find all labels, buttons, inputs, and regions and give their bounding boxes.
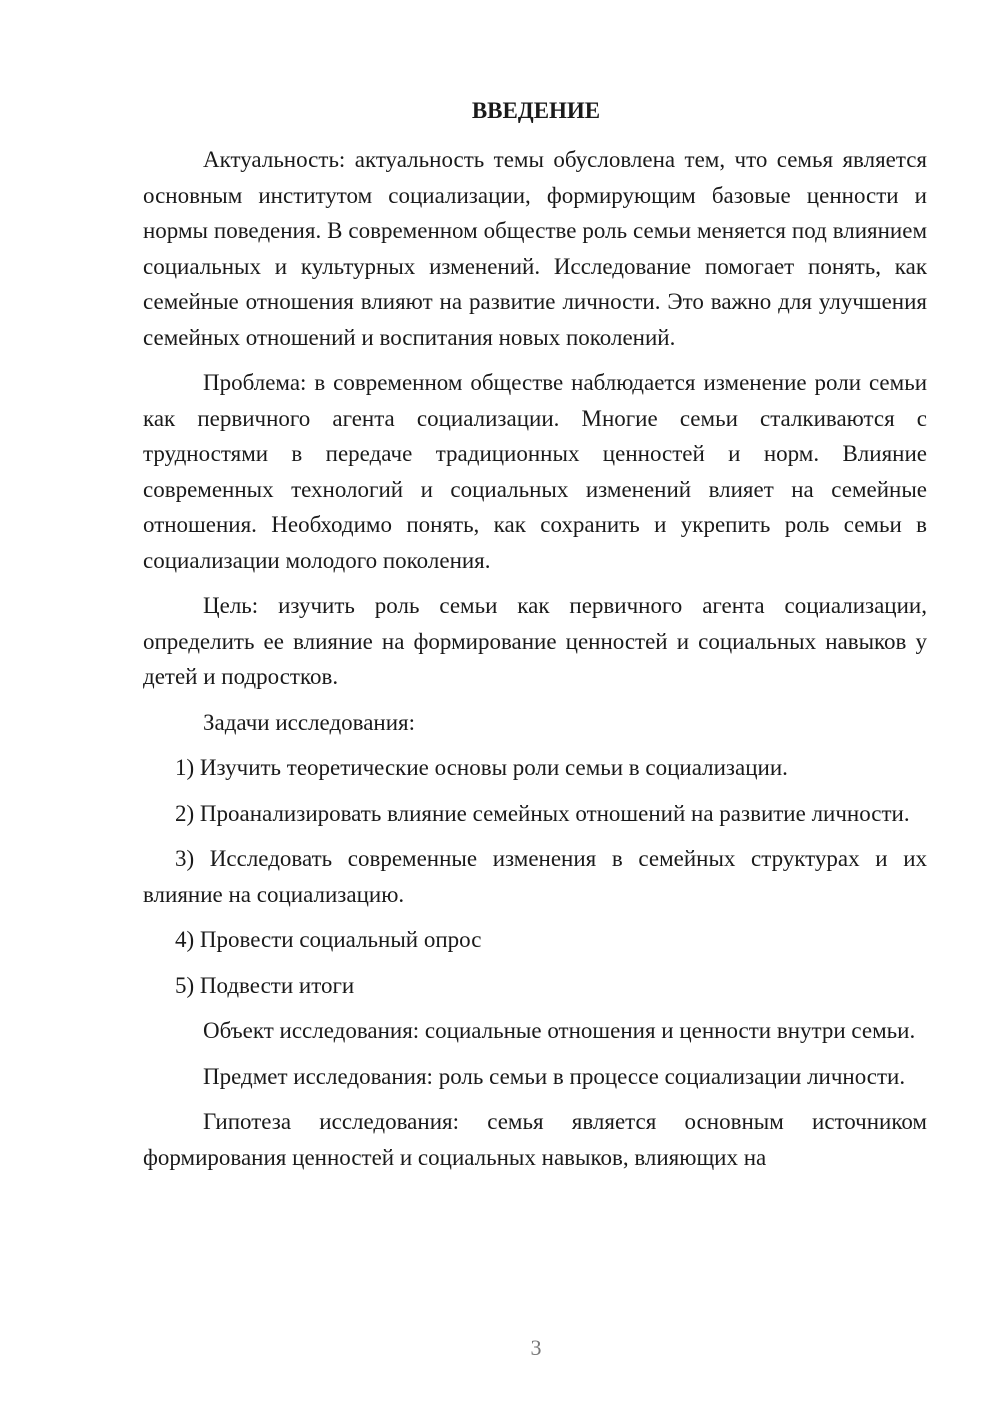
paragraph-hypothesis: Гипотеза исследования: семья является основным источником формирования ценностей и социальных навыков, влияющих на — [143, 1109, 927, 1170]
task-item-5: 5) Подвести итоги — [175, 972, 355, 998]
paragraph-object: Объект исследования: социальные отношения и ценности внутри семьи. — [203, 1018, 916, 1043]
paragraph-relevance: Актуальность: актуальность темы обусловлена тем, что семья является основным институтом социализации, формирующим базовые ценности и нормы поведения. В современном обществе роль семьи меняется под влиянием социальных и культурных изменений. Исследование помогает понять, как семейные отношения влияют на развитие личности. Это важно для улучшения семейных отношений и воспитания новых поколений. — [143, 147, 927, 350]
task-item-3: 3) Исследовать современные изменения в семейных структурах и их влияние на социализацию. — [143, 846, 927, 907]
paragraph-goal: Цель: изучить роль семьи как первичного агента социализации, определить ее влияние на формирование ценностей и социальных навыков у детей и подростков. — [143, 593, 927, 689]
task-item-2: 2) Проанализировать влияние семейных отношений на развитие личности. — [175, 800, 910, 826]
paragraph-problem: Проблема: в современном обществе наблюдается изменение роли семьи как первичного агента социализации. Многие семьи сталкиваются с трудностями в передаче традиционных ценностей и норм. Влияние современных технологий и социальных изменений влияет на семейные отношения. Необходимо понять, как сохранить и укрепить роль семьи в социализации молодого поколения. — [143, 370, 927, 573]
task-item-1: 1) Изучить теоретические основы роли семьи в социализации. — [175, 755, 788, 780]
paragraph-subject: Предмет исследования: роль семьи в процессе социализации личности. — [203, 1063, 906, 1089]
page-number: 3 — [530, 1335, 542, 1360]
document-body — [143, 142, 927, 1185]
paragraph-tasks-heading: Задачи исследования: — [203, 709, 416, 735]
page-title: ВВЕДЕНИЕ — [471, 98, 601, 123]
task-item-4: 4) Провести социальный опрос — [175, 927, 482, 952]
